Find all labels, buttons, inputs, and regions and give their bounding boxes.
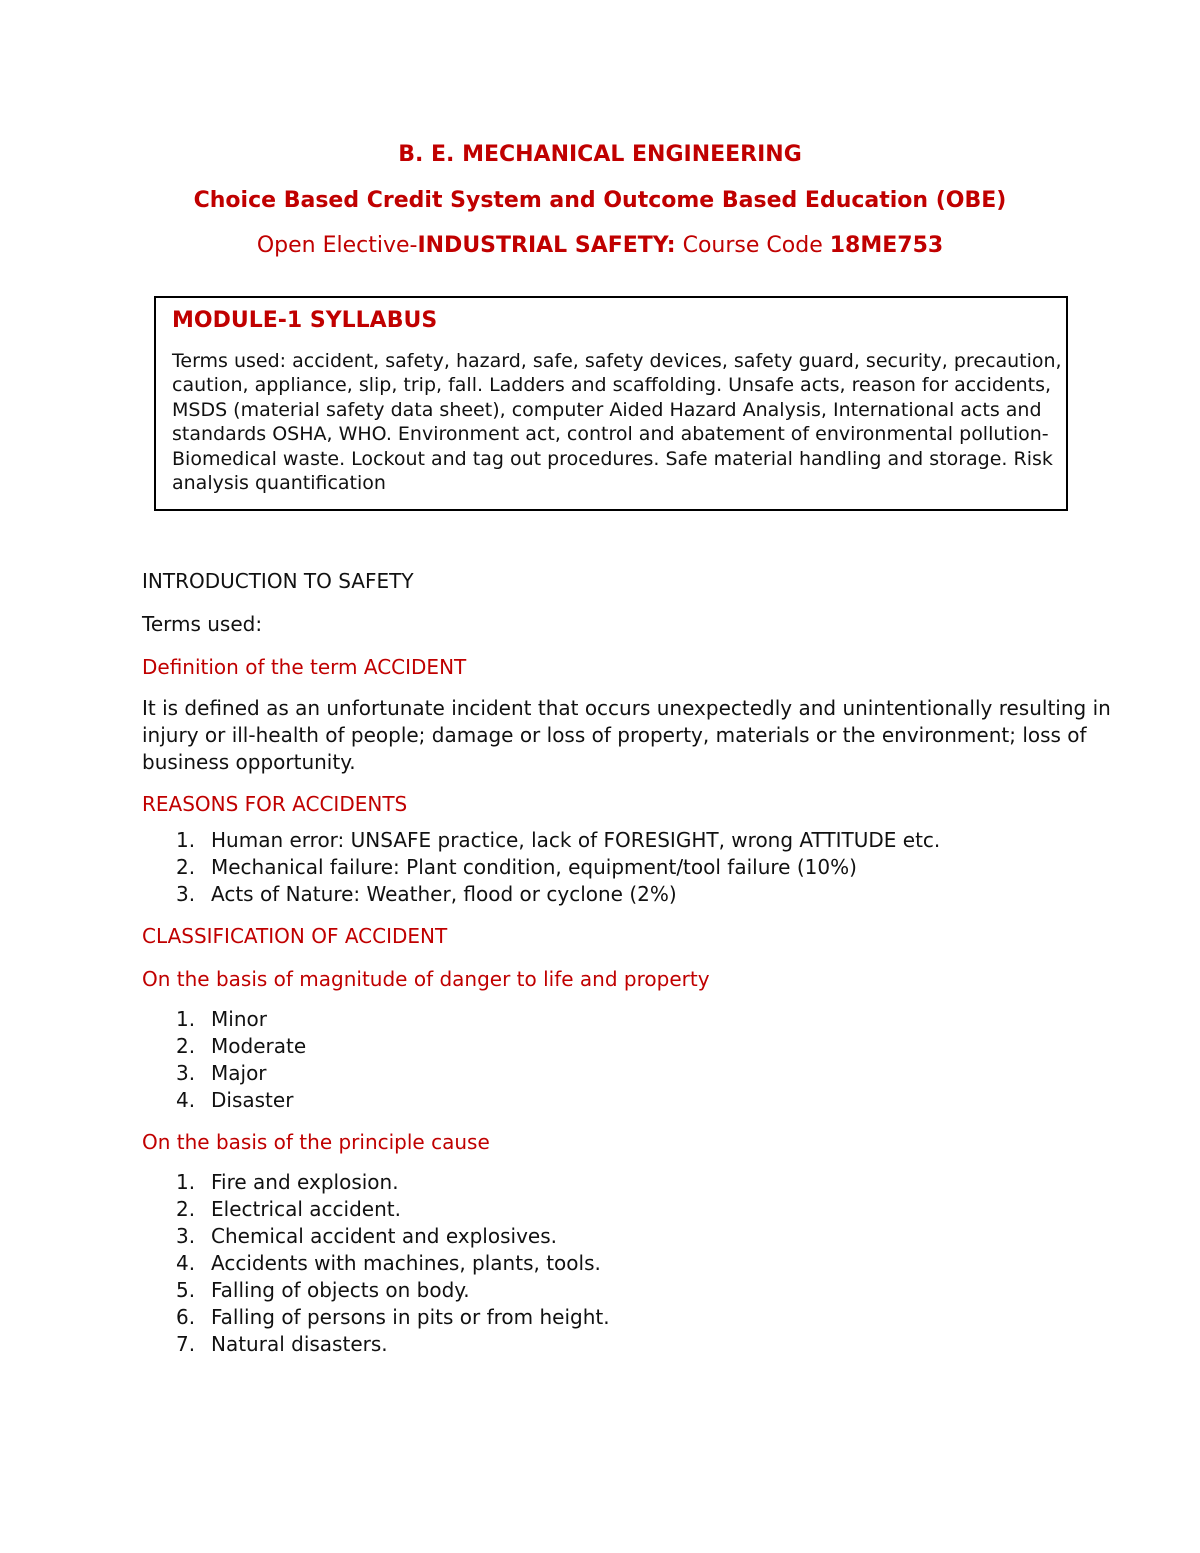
- course-name: INDUSTRIAL SAFETY:: [417, 233, 676, 258]
- program-title: B. E. MECHANICAL ENGINEERING: [398, 142, 802, 167]
- definition-text: It is defined as an unfortunate incident that occurs unexpectedly and unintentionally resulting in injury or ill-health of people; damage or loss of property, materials or the environment; loss of business opportunity.: [142, 696, 1111, 774]
- list-item: 3. Chemical accident and explosives.: [176, 1224, 557, 1248]
- list-item: 6. Falling of persons in pits or from height.: [176, 1305, 610, 1329]
- definition-heading: Definition of the term ACCIDENT: [142, 655, 467, 679]
- system-title: Choice Based Credit System and Outcome Based Education (OBE): [193, 188, 1007, 213]
- list-item: 5. Falling of objects on body.: [176, 1278, 470, 1302]
- course-code: 18ME753: [829, 233, 944, 258]
- reasons-list: [142, 827, 1142, 908]
- intro-title: INTRODUCTION TO SAFETY: [142, 569, 414, 593]
- syllabus-text: Terms used: accident, safety, hazard, safe, safety devices, safety guard, security, precaution, caution, appliance, slip, trip, fall. Ladders and scaffolding. Unsafe acts, reason for accidents, MSDS (material safety data sheet), computer Aided Hazard Analysis, International acts and standards OSHA, WHO. Environment act, control and abatement of environmental pollution-Biomedical waste. Lockout and tag out procedures. Safe material handling and storage. Risk analysis quantification: [172, 350, 1062, 495]
- list-item: 2. Moderate: [176, 1034, 307, 1058]
- list-item: 3. Acts of Nature: Weather, flood or cyclone (2%): [176, 882, 677, 906]
- course-title: [0, 231, 1200, 261]
- cause-list: [142, 1169, 1142, 1358]
- course-prefix: Open Elective-: [256, 233, 418, 258]
- list-item: 7. Natural disasters.: [176, 1332, 388, 1356]
- syllabus-title: MODULE-1 SYLLABUS: [172, 308, 438, 333]
- main-content: [142, 566, 1142, 1358]
- magnitude-heading: On the basis of magnitude of danger to life and property: [142, 967, 710, 991]
- list-item: 1. Human error: UNSAFE practice, lack of FORESIGHT, wrong ATTITUDE etc.: [176, 828, 941, 852]
- list-item: 4. Disaster: [176, 1088, 294, 1112]
- classification-heading: CLASSIFICATION OF ACCIDENT: [142, 924, 448, 948]
- list-item: 3. Major: [176, 1061, 267, 1085]
- cause-heading: On the basis of the principle cause: [142, 1130, 490, 1154]
- list-item: 1. Fire and explosion.: [176, 1170, 399, 1194]
- reasons-heading: REASONS FOR ACCIDENTS: [142, 792, 408, 816]
- magnitude-list: [142, 1006, 1142, 1114]
- list-item: 1. Minor: [176, 1007, 267, 1031]
- terms-label: Terms used:: [142, 612, 263, 636]
- list-item: 2. Mechanical failure: Plant condition, equipment/tool failure (10%): [176, 855, 857, 879]
- syllabus-box: [154, 296, 1068, 511]
- list-item: 2. Electrical accident.: [176, 1197, 401, 1221]
- course-code-label: Course Code: [675, 233, 830, 258]
- list-item: 4. Accidents with machines, plants, tools.: [176, 1251, 601, 1275]
